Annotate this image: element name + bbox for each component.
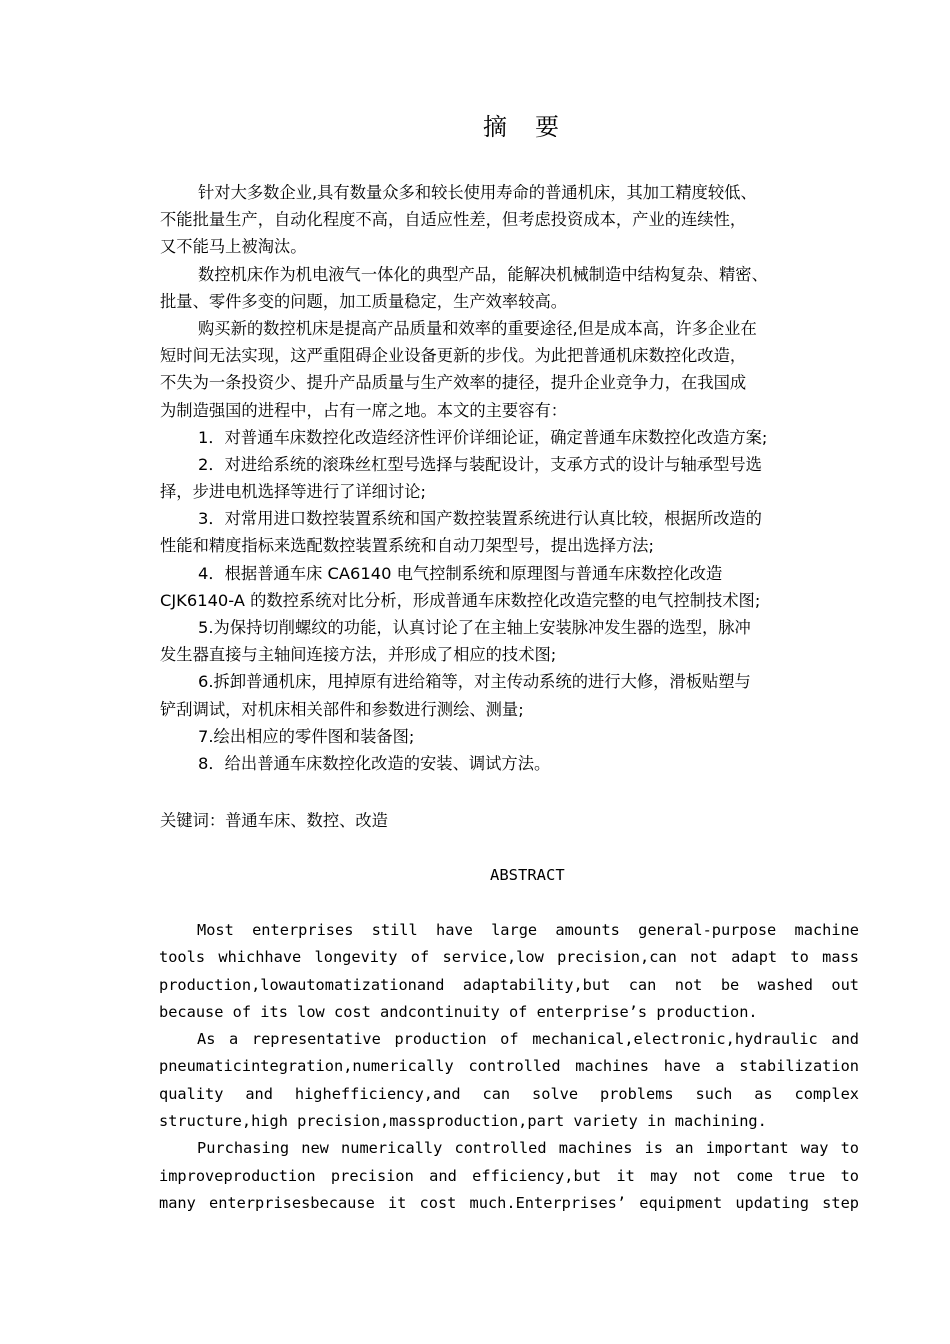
chinese-paragraph-line: 购买新的数控机床是提高产品质量和效率的重要途径,但是成本高，许多企业在 <box>198 318 757 338</box>
english-paragraph-line: Purchasing new numerically controlled machines is an important way to <box>197 1139 859 1158</box>
chinese-list-item-line: 6.拆卸普通机床，甩掉原有进给箱等，对主传动系统的进行大修，滑板贴塑与 <box>198 672 751 692</box>
english-paragraph-line: Most enterprises still have large amounts general-purpose machine <box>197 921 859 939</box>
chinese-list-item-line: 铲刮调试，对机床相关部件和参数进行测绘、测量; <box>160 699 524 719</box>
chinese-list-item-line: 1．对普通车床数控化改造经济性评价详细论证，确定普通车床数控化改造方案; <box>198 427 768 447</box>
chinese-list-item-line: 发生器直接与主轴间连接方法，并形成了相应的技术图; <box>160 645 557 665</box>
english-paragraph-line: tools whichhave longevity of service,low precision,can not adapt to mass <box>159 948 859 967</box>
english-abstract-body <box>159 917 859 1217</box>
abstract-title-english: ABSTRACT <box>490 866 565 884</box>
chinese-paragraph-line: 数控机床作为机电液气一体化的典型产品，能解决机械制造中结构复杂、精密、 <box>198 264 768 284</box>
english-paragraph-line: quality and highefficiency,and can solve problems such as complex <box>159 1084 859 1103</box>
english-paragraph-line: structure,high precision,massproduction,part variety in machining. <box>159 1112 767 1131</box>
chinese-list-item-line: 性能和精度指标来选配数控装置系统和自动刀架型号，提出选择方法; <box>160 536 654 556</box>
english-paragraph-line: because of its low cost andcontinuity of enterprise’s production. <box>159 1002 758 1021</box>
chinese-abstract-body <box>160 179 872 777</box>
chinese-paragraph-line: 批量、零件多变的问题，加工质量稳定，生产效率较高。 <box>160 291 568 311</box>
chinese-list-item-line: 5.为保持切削螺纹的功能，认真讨论了在主轴上安装脉冲发生器的选型，脉冲 <box>198 618 751 637</box>
chinese-list-item-line: 8．给出普通车床数控化改造的安装、调试方法。 <box>198 753 551 773</box>
chinese-list-item-line: 3．对常用进口数控装置系统和国产数控装置系统进行认真比较，根据所改造的 <box>198 509 762 529</box>
chinese-paragraph-line: 不能批量生产，自动化程度不高，自适应性差，但考虑投资成本，产业的连续性， <box>160 210 747 230</box>
chinese-paragraph-line: 不失为一条投资少、提升产品质量与生产效率的捷径，提升企业竞争力，在我国成 <box>160 373 747 393</box>
english-paragraph-line: improveproduction precision and efficiency,but it may not come true to <box>159 1166 859 1185</box>
chinese-list-item-line: 7.绘出相应的零件图和装备图; <box>198 726 415 746</box>
abstract-title-chinese: 摘要 <box>483 113 587 141</box>
chinese-paragraph-line: 针对大多数企业,具有数量众多和较长使用寿命的普通机床，其加工精度较低、 <box>198 183 757 202</box>
english-paragraph-line: pneumaticintegration,numerically controlled machines have a stabilization <box>159 1057 859 1076</box>
chinese-paragraph-line: 为制造强国的进程中，占有一席之地。本文的主要容有： <box>160 400 568 420</box>
chinese-paragraph-line: 短时间无法实现，这严重阻碍企业设备更新的步伐。为此把普通机床数控化改造， <box>160 346 747 366</box>
english-paragraph-line: As a representative production of mechanical,electronic,hydraulic and <box>197 1030 859 1049</box>
english-paragraph-line: production,lowautomatizationand adaptability,but can not be washed out <box>159 975 859 994</box>
chinese-list-item-line: 择，步进电机选择等进行了详细讨论; <box>160 482 426 502</box>
chinese-list-item-line: 4．根据普通车床 CA6140 电气控制系统和原理图与普通车床数控化改造 <box>198 563 723 583</box>
keywords-line: 关键词：普通车床、数控、改造 <box>160 811 388 830</box>
english-paragraph-line: many enterprisesbecause it cost much.Enterprises’ equipment updating step <box>159 1193 859 1212</box>
chinese-paragraph-line: 又不能马上被淘汰。 <box>160 237 307 257</box>
chinese-list-item-line: CJK6140-A 的数控系统对比分析，形成普通车床数控化改造完整的电气控制技术图; <box>160 590 761 610</box>
chinese-list-item-line: 2．对进给系统的滚珠丝杠型号选择与装配设计，支承方式的设计与轴承型号选 <box>198 454 762 474</box>
